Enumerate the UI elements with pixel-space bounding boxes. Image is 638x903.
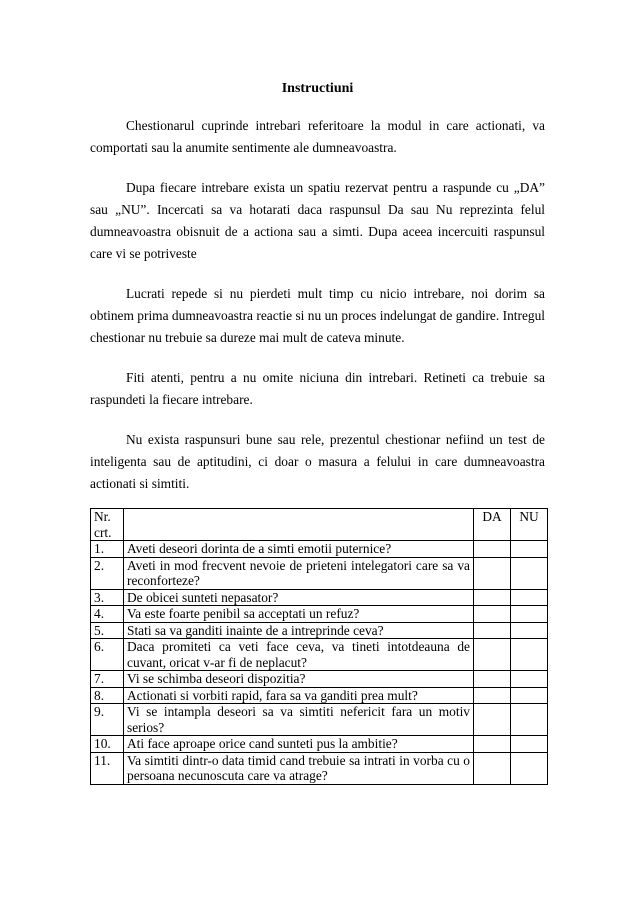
header-da: DA xyxy=(474,509,511,541)
table-row xyxy=(91,671,548,688)
answer-da-cell[interactable] xyxy=(474,622,511,639)
question-number: 2. xyxy=(91,557,124,589)
answer-da-cell[interactable] xyxy=(474,704,511,736)
header-question xyxy=(124,509,474,541)
question-text: Aveti in mod frecvent nevoie de prieteni intelegatori care sa va reconforteze? xyxy=(124,557,474,589)
answer-nu-cell[interactable] xyxy=(511,671,548,688)
answer-nu-cell[interactable] xyxy=(511,557,548,589)
question-text: Aveti deseori dorinta de a simti emotii puternice? xyxy=(124,541,474,558)
question-text: Ati face aproape orice cand sunteti pus la ambitie? xyxy=(124,736,474,753)
question-number: 5. xyxy=(91,622,124,639)
table-header-row xyxy=(91,509,548,541)
question-number: 6. xyxy=(91,639,124,671)
table-row xyxy=(91,687,548,704)
paragraph-attention-instructions: Fiti atenti, pentru a nu omite niciuna din intrebari. Retineti ca trebuie sa raspundeti la fiecare intrebare. xyxy=(90,370,545,407)
answer-nu-cell[interactable] xyxy=(511,687,548,704)
table-row xyxy=(91,704,548,736)
answer-nu-cell[interactable] xyxy=(511,541,548,558)
answer-nu-cell[interactable] xyxy=(511,622,548,639)
answer-da-cell[interactable] xyxy=(474,687,511,704)
paragraph-answer-instructions: Dupa fiecare intrebare exista un spatiu rezervat pentru a raspunde cu „DA” sau „NU”. Incercati sa va hotarati daca raspunsul Da sau Nu reprezinta felul dumneavoastra obisnuit de a actiona sau a simti. Dupa aceea incercuiti raspunsul care vi se potriveste xyxy=(90,180,545,261)
question-text: Va simtiti dintr-o data timid cand trebuie sa intrati in vorba cu o persoana necunoscuta care va atrage? xyxy=(124,752,474,784)
question-text: Daca promiteti ca veti face ceva, va tineti intotdeauna de cuvant, oricat v-ar fi de neplacut? xyxy=(124,639,474,671)
question-text: Stati sa va ganditi inainte de a intreprinde ceva? xyxy=(124,622,474,639)
document-page xyxy=(90,80,545,785)
question-number: 10. xyxy=(91,736,124,753)
question-text: Va este foarte penibil sa acceptati un refuz? xyxy=(124,606,474,623)
question-text: Actionati si vorbiti rapid, fara sa va ganditi prea mult? xyxy=(124,687,474,704)
question-text: Vi se intampla deseori sa va simtiti nefericit fara un motiv serios? xyxy=(124,704,474,736)
paragraph-speed-instructions: Lucrati repede si nu pierdeti mult timp cu nicio intrebare, noi dorim sa obtinem prima dumneavoastra reactie si nu un proces indelungat de gandire. Intregul chestionar nu trebuie sa dureze mai mult de cateva minute. xyxy=(90,286,545,345)
answer-nu-cell[interactable] xyxy=(511,606,548,623)
paragraph-no-right-answers: Nu exista raspunsuri bune sau rele, prezentul chestionar nefiind un test de inteligenta sau de aptitudini, ci doar o masura a felului in care dumneavoastra actionati si simtiti. xyxy=(90,432,545,491)
answer-da-cell[interactable] xyxy=(474,752,511,784)
table-row xyxy=(91,736,548,753)
answer-da-cell[interactable] xyxy=(474,671,511,688)
question-number: 8. xyxy=(91,687,124,704)
answer-nu-cell[interactable] xyxy=(511,639,548,671)
answer-da-cell[interactable] xyxy=(474,606,511,623)
answer-nu-cell[interactable] xyxy=(511,704,548,736)
questionnaire-table xyxy=(90,508,548,785)
header-nu: NU xyxy=(511,509,548,541)
page-title: Instructiuni xyxy=(281,81,354,96)
answer-da-cell[interactable] xyxy=(474,639,511,671)
question-number: 9. xyxy=(91,704,124,736)
table-row xyxy=(91,589,548,606)
question-rows xyxy=(91,541,548,785)
table-row xyxy=(91,622,548,639)
answer-da-cell[interactable] xyxy=(474,541,511,558)
paragraph-intro: Chestionarul cuprinde intrebari referitoare la modul in care actionati, va comportati sau la anumite sentimente ale dumneavoastra. xyxy=(90,118,545,155)
question-text: De obicei sunteti nepasator? xyxy=(124,589,474,606)
question-number: 3. xyxy=(91,589,124,606)
table-row xyxy=(91,639,548,671)
question-number: 11. xyxy=(91,752,124,784)
table-row xyxy=(91,752,548,784)
question-number: 7. xyxy=(91,671,124,688)
question-text: Vi se schimba deseori dispozitia? xyxy=(124,671,474,688)
table-row xyxy=(91,606,548,623)
header-nr-crt: Nr. crt. xyxy=(91,509,124,541)
answer-da-cell[interactable] xyxy=(474,589,511,606)
answer-da-cell[interactable] xyxy=(474,557,511,589)
answer-nu-cell[interactable] xyxy=(511,736,548,753)
question-number: 1. xyxy=(91,541,124,558)
table-row xyxy=(91,557,548,589)
table-row xyxy=(91,541,548,558)
answer-nu-cell[interactable] xyxy=(511,589,548,606)
answer-nu-cell[interactable] xyxy=(511,752,548,784)
answer-da-cell[interactable] xyxy=(474,736,511,753)
question-number: 4. xyxy=(91,606,124,623)
